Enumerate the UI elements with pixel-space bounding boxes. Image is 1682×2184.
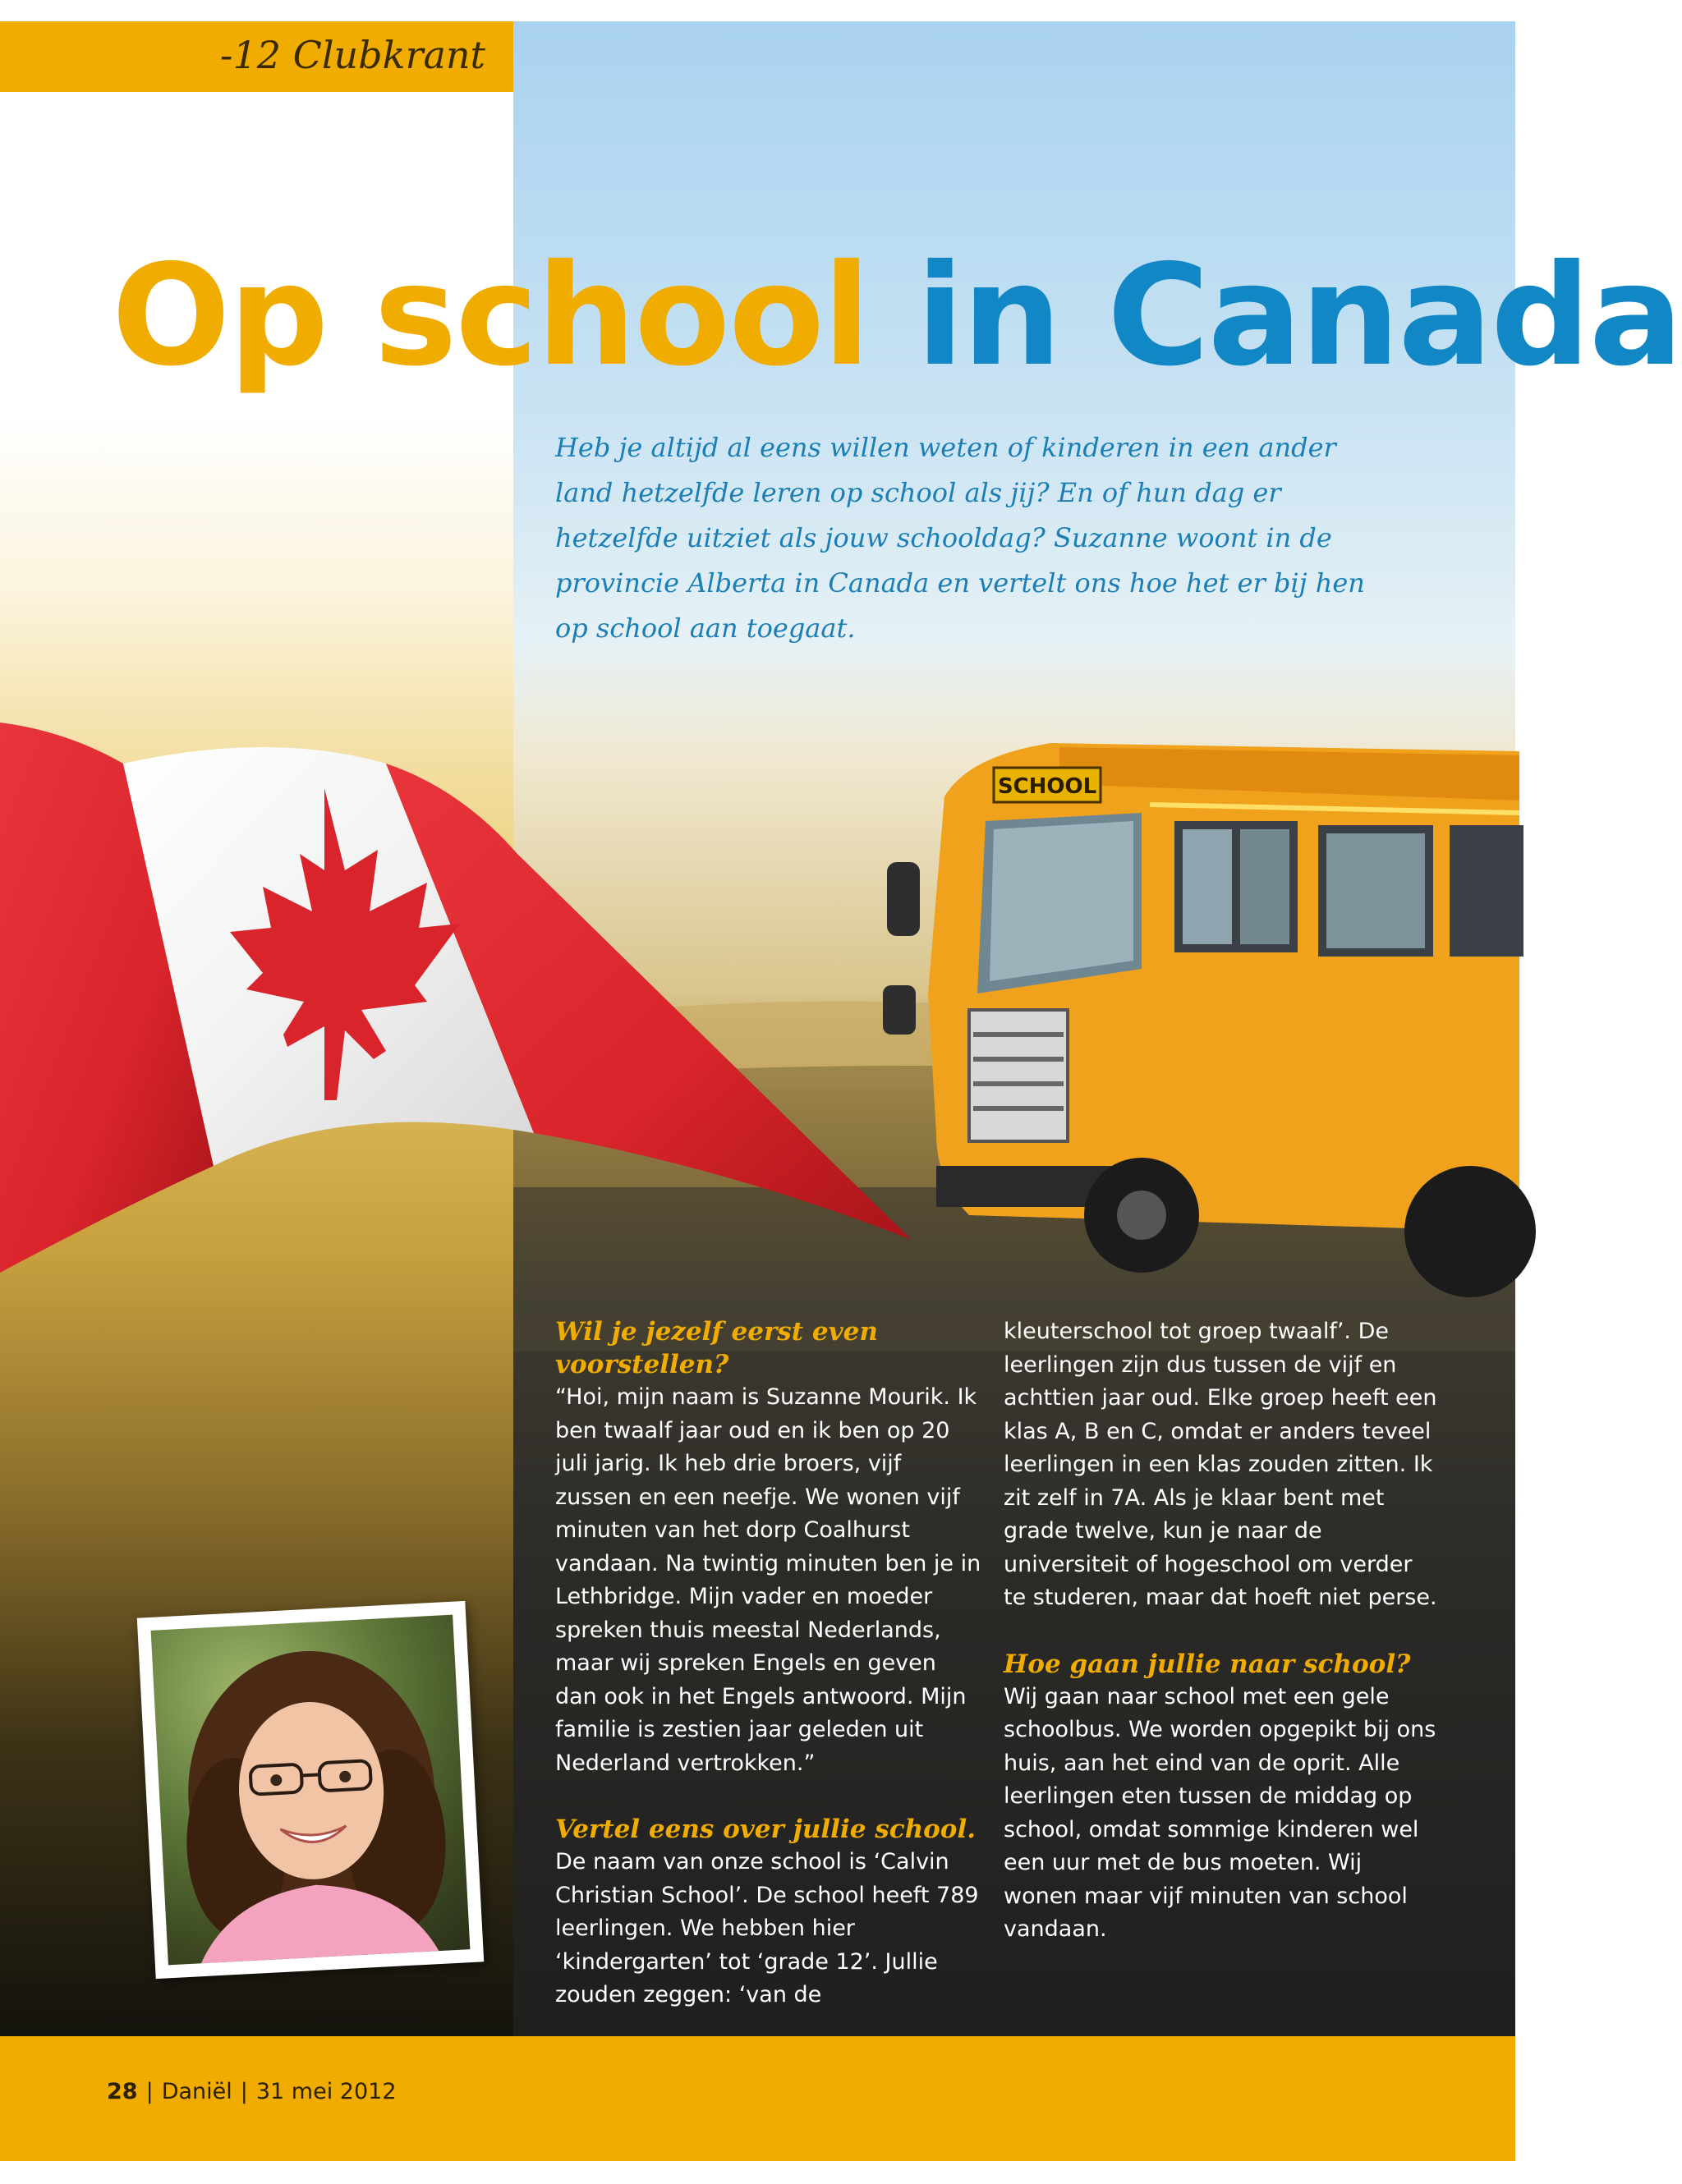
title-part-1: Op school [112, 235, 870, 397]
magazine-name: Daniël [161, 2079, 232, 2104]
question-heading-2: Vertel eens over jullie school. [555, 1815, 977, 1844]
article-intro: Heb je altijd al eens willen weten of kinderen in een ander land hetzelfde leren op school als jij? En of hun dag er hetzelfde uitziet als jouw schooldag? Suzanne woont in de provincie Alberta in Canada en vertelt ons hoe het er bij hen op school aan toegaat. [555, 432, 1365, 644]
girl-portrait-illustration [151, 1615, 471, 1966]
bus-sign-text: SCHOOL [997, 774, 1097, 799]
paragraph-spacer [1004, 1615, 1439, 1648]
section-header-bar [0, 21, 513, 92]
article-column-2 [1004, 1315, 1439, 1947]
article-title [112, 235, 1682, 397]
separator: | [145, 2079, 154, 2104]
page-bottom-margin [0, 2161, 1515, 2184]
portrait-photo-frame [137, 1601, 484, 1979]
paragraph-spacer [555, 1780, 982, 1813]
school-bus-image [871, 723, 1519, 1314]
question-heading-3: Hoe gaan jullie naar school? [1004, 1649, 1411, 1679]
answer-paragraph-3: Wij gaan naar school met een gele schoolbus. We worden opgepikt bij ons huis, aan het eind van de oprit. Alle leerlingen eten tussen de middag op school, omdat sommige kinderen wel een uur met de bus moeten. Wij wonen maar vijf minuten van school vandaan. [1004, 1683, 1436, 1942]
answer-paragraph-1: “Hoi, mijn naam is Suzanne Mourik. Ik ben twaalf jaar oud en ik ben op 20 juli jarig. Ik heb drie broers, vijf zussen en een neefje. We wonen vijf minuten van het dorp Coalhurst vandaan. Na twintig minuten ben je in Lethbridge. Mijn vader en moeder spreken thuis meestal Nederlands, maar wij spreken Engels en geven dan ook in het Engels antwoord. Mijn familie is zestien jaar geleden uit Nederland vertrokken.” [555, 1384, 981, 1776]
separator: | [240, 2079, 248, 2104]
footer-info [107, 2079, 397, 2104]
section-header-label: -12 Clubkrant [219, 33, 485, 77]
page-number: 28 [107, 2079, 138, 2104]
issue-date: 31 mei 2012 [255, 2079, 397, 2104]
article-column-1 [555, 1315, 982, 2012]
page-footer [0, 2036, 1515, 2161]
question-heading-1: Wil je jezelf eerst even voorstellen? [555, 1317, 878, 1379]
answer-paragraph-2-continued: kleuterschool tot groep twaalf’. De leerlingen zijn dus tussen de vijf en achttien jaar oud. Elke groep heeft een klas A, B en C, omdat er anders teveel leerlingen in een klas zouden zitten. Ik zit zelf in 7A. Als je klaar bent met grade twelve, kun je naar de universiteit of hogeschool om verder te studeren, maar dat hoeft niet perse. [1004, 1319, 1437, 1610]
page-top-margin [0, 0, 1515, 21]
answer-paragraph-2: De naam van onze school is ‘Calvin Christian School’. De school heeft 789 leerlingen. We hebben hier ‘kindergarten’ tot ‘grade 12’. Jullie zouden zeggen: ‘van de [555, 1849, 979, 2007]
canada-flag-image [0, 706, 920, 1297]
portrait-photo [151, 1615, 471, 1966]
title-part-2: in Canada [916, 235, 1682, 397]
